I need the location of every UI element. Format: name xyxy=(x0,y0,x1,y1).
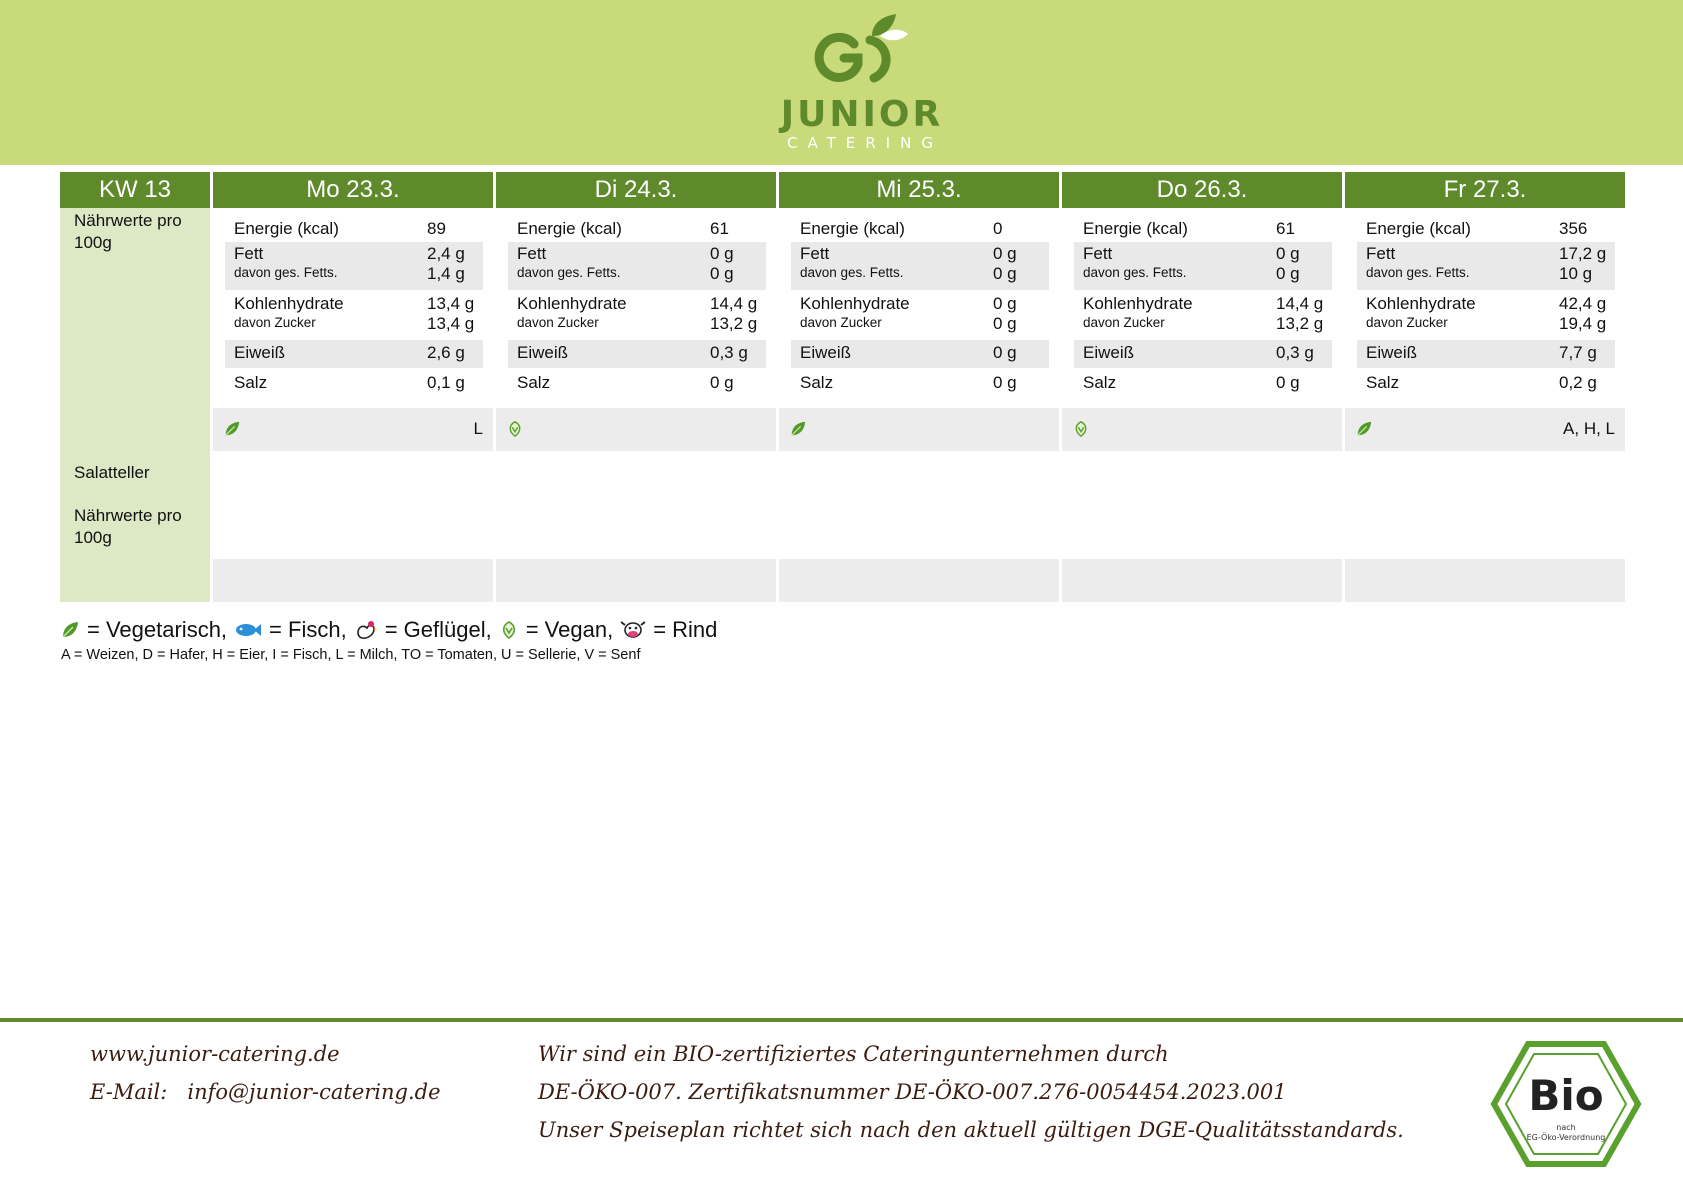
nutrient-value: 356 xyxy=(1559,219,1588,238)
nutrient-label: Salz xyxy=(1083,373,1117,392)
legend-item xyxy=(620,617,717,643)
nutrient-row-fat xyxy=(791,242,1049,290)
nutrient-value: 0 g xyxy=(993,373,1017,392)
nutrient-row-energy xyxy=(1074,216,1332,242)
icon-legend xyxy=(60,616,724,644)
nutrient-value: 0 g xyxy=(710,373,734,392)
nutrient-subvalue: 1,4 g xyxy=(427,264,465,283)
nutrient-row-carbs xyxy=(225,292,483,340)
nutrient-value: 0,3 g xyxy=(1276,343,1314,362)
nutrient-label: Energie (kcal) xyxy=(800,219,905,238)
vegan-icon xyxy=(506,420,524,438)
website-text[interactable]: www.junior-catering.de xyxy=(90,1042,340,1066)
day-header: Mo 23.3. xyxy=(213,172,493,208)
nutrient-label: Salz xyxy=(1366,373,1400,392)
nutrient-sublabel: davon ges. Fetts. xyxy=(234,265,338,280)
nutrient-row-salt xyxy=(1074,370,1332,396)
nutrient-value: 14,4 g xyxy=(710,294,758,313)
nutrient-sublabel: davon Zucker xyxy=(1083,315,1165,330)
nutrient-label: Fett xyxy=(517,244,547,263)
nutrient-value: 0 g xyxy=(710,244,734,263)
legend-text: = Rind xyxy=(653,617,718,642)
nutrient-label: Eiweiß xyxy=(800,343,852,362)
diet-marker xyxy=(789,420,807,438)
nutrient-value: 0 g xyxy=(1276,373,1300,392)
nutrient-label: Energie (kcal) xyxy=(1366,219,1471,238)
legend-text: = Geflügel, xyxy=(384,617,492,642)
vegetarian-icon xyxy=(223,420,241,438)
nutrient-value: 0,2 g xyxy=(1559,373,1597,392)
nutrient-row-protein xyxy=(508,340,766,368)
nutrient-label: Eiweiß xyxy=(234,343,286,362)
nutrition-label: Nährwerte pro 100g xyxy=(74,211,182,252)
nutrient-value: 61 xyxy=(1276,219,1295,238)
row-label-column xyxy=(60,208,210,602)
nutrient-sublabel: davon ges. Fetts. xyxy=(517,265,621,280)
nutrient-label: Salz xyxy=(517,373,551,392)
email-line xyxy=(90,1080,441,1104)
legend-item xyxy=(234,617,347,643)
legend-text: = Vegetarisch, xyxy=(87,617,228,642)
vegetarian-icon xyxy=(1355,420,1373,438)
vegan-icon xyxy=(1072,420,1090,438)
poultry-icon xyxy=(354,619,378,641)
nutrient-label: Kohlenhydrate xyxy=(1366,294,1476,313)
footer-divider xyxy=(0,1018,1683,1022)
diet-marker xyxy=(506,420,524,438)
legend-text: = Fisch, xyxy=(269,617,347,642)
salad-diet-row xyxy=(779,559,1059,602)
nutrient-row-energy xyxy=(508,216,766,242)
nutrient-row-salt xyxy=(791,370,1049,396)
junior-catering-logo xyxy=(762,14,962,154)
day-header: Di 24.3. xyxy=(496,172,776,208)
cert-line-3: Unser Speiseplan richtet sich nach den aktuell gültigen DGE-Qualitätsstandards. xyxy=(538,1118,1404,1142)
nutrient-value: 14,4 g xyxy=(1276,294,1324,313)
nutrient-value: 0 xyxy=(993,219,1003,238)
nutrient-value: 42,4 g xyxy=(1559,294,1607,313)
nutrient-subvalue: 10 g xyxy=(1559,264,1593,283)
nutrient-label: Kohlenhydrate xyxy=(1083,294,1193,313)
vegetarian-icon xyxy=(789,420,807,438)
nutrient-row-protein xyxy=(791,340,1049,368)
nutrient-row-protein xyxy=(225,340,483,368)
nutrient-row-carbs xyxy=(508,292,766,340)
nutrient-subvalue: 0 g xyxy=(993,314,1017,333)
nutrient-label: Energie (kcal) xyxy=(517,219,622,238)
nutrient-row-fat xyxy=(508,242,766,290)
salad-diet-row xyxy=(496,559,776,602)
nutrient-value: 2,6 g xyxy=(427,343,465,362)
nutrient-row-carbs xyxy=(791,292,1049,340)
nutrient-label: Eiweiß xyxy=(1083,343,1135,362)
nutrient-row-salt xyxy=(508,370,766,396)
nutrient-subvalue: 19,4 g xyxy=(1559,314,1607,333)
diet-allergen-row xyxy=(1062,408,1342,451)
nutrient-sublabel: davon ges. Fetts. xyxy=(1366,265,1470,280)
day-column xyxy=(1062,172,1342,602)
nutrient-row-fat xyxy=(1357,242,1615,290)
header-banner xyxy=(0,0,1683,165)
nutrient-sublabel: davon ges. Fetts. xyxy=(1083,265,1187,280)
nutrient-subvalue: 13,2 g xyxy=(1276,314,1324,333)
cert-line-1: Wir sind ein BIO-zertifiziertes Cateringunternehmen durch xyxy=(538,1042,1169,1066)
nutrient-label: Salz xyxy=(234,373,268,392)
bio-seal-text: Bio xyxy=(1528,1071,1604,1120)
vegetarian-icon xyxy=(60,620,80,640)
nutrient-label: Kohlenhydrate xyxy=(517,294,627,313)
legend-text: = Vegan, xyxy=(525,617,614,642)
diet-allergen-row xyxy=(1345,408,1625,451)
nutrient-label: Energie (kcal) xyxy=(234,219,339,238)
nutrient-row-carbs xyxy=(1357,292,1615,340)
nutrient-value: 13,4 g xyxy=(427,294,475,313)
nutrient-label: Kohlenhydrate xyxy=(800,294,910,313)
nutrient-row-salt xyxy=(225,370,483,396)
diet-marker xyxy=(1072,420,1090,438)
nutrient-value: 0 g xyxy=(1276,244,1300,263)
bio-seal-logo xyxy=(1490,1040,1642,1168)
nutrient-subvalue: 0 g xyxy=(710,264,734,283)
nutrient-row-fat xyxy=(1074,242,1332,290)
email-address[interactable]: info@junior-catering.de xyxy=(187,1080,441,1104)
cert-line-2: DE-ÖKO-007. Zertifikatsnummer DE-ÖKO-007.276-0054454.2023.001 xyxy=(538,1080,1287,1104)
nutrient-label: Fett xyxy=(1083,244,1113,263)
nutrient-value: 0,3 g xyxy=(710,343,748,362)
salad-diet-row xyxy=(1062,559,1342,602)
legend-item xyxy=(499,617,613,643)
bio-seal-nach: nach xyxy=(1556,1123,1576,1132)
legend-item xyxy=(60,617,227,643)
day-header: Fr 27.3. xyxy=(1345,172,1625,208)
nutrient-row-energy xyxy=(1357,216,1615,242)
bio-seal-reg: EG-Öko-Verordnung xyxy=(1526,1133,1606,1142)
nutrient-value: 0 g xyxy=(993,343,1017,362)
salad-label: Salatteller xyxy=(74,463,150,482)
nutrient-row-energy xyxy=(791,216,1049,242)
nutrient-value: 0 g xyxy=(993,294,1017,313)
nutrition-label-2: Nährwerte pro 100g xyxy=(74,506,182,547)
nutrient-label: Eiweiß xyxy=(1366,343,1418,362)
nutrient-row-protein xyxy=(1074,340,1332,368)
nutrient-row-energy xyxy=(225,216,483,242)
diet-allergen-row xyxy=(213,408,493,451)
day-column xyxy=(1345,172,1625,602)
nutrient-value: 0,1 g xyxy=(427,373,465,392)
nutrient-value: 89 xyxy=(427,219,446,238)
nutrient-subvalue: 13,4 g xyxy=(427,314,475,333)
nutrient-row-carbs xyxy=(1074,292,1332,340)
day-column xyxy=(496,172,776,602)
nutrient-row-salt xyxy=(1357,370,1615,396)
nutrient-subvalue: 0 g xyxy=(1276,264,1300,283)
nutrient-label: Fett xyxy=(800,244,830,263)
diet-allergen-row xyxy=(779,408,1059,451)
nutrient-value: 7,7 g xyxy=(1559,343,1597,362)
legend-item xyxy=(354,617,492,643)
allergen-key: A = Weizen, D = Hafer, H = Eier, I = Fisch, L = Milch, TO = Tomaten, U = Sellerie, V = Senf xyxy=(61,647,641,663)
diet-marker xyxy=(223,420,241,438)
logo-mark-icon xyxy=(814,14,910,86)
nutrient-label: Eiweiß xyxy=(517,343,569,362)
nutrient-sublabel: davon Zucker xyxy=(234,315,316,330)
week-header: KW 13 xyxy=(60,172,210,208)
nutrient-label: Salz xyxy=(800,373,834,392)
menu-table xyxy=(60,172,1624,602)
day-header: Do 26.3. xyxy=(1062,172,1342,208)
nutrient-label: Fett xyxy=(234,244,264,263)
nutrient-subvalue: 0 g xyxy=(993,264,1017,283)
diet-allergen-row xyxy=(496,408,776,451)
salad-diet-row xyxy=(213,559,493,602)
salad-diet-row xyxy=(1345,559,1625,602)
nutrient-value: 17,2 g xyxy=(1559,244,1607,263)
nutrient-label: Kohlenhydrate xyxy=(234,294,344,313)
nutrient-value: 61 xyxy=(710,219,729,238)
nutrient-sublabel: davon Zucker xyxy=(1366,315,1448,330)
nutrient-sublabel: davon ges. Fetts. xyxy=(800,265,904,280)
day-column xyxy=(213,172,493,602)
nutrient-value: 2,4 g xyxy=(427,244,465,263)
nutrient-sublabel: davon Zucker xyxy=(517,315,599,330)
email-label: E-Mail: xyxy=(90,1080,168,1104)
day-column xyxy=(779,172,1059,602)
nutrient-value: 0 g xyxy=(993,244,1017,263)
nutrient-row-fat xyxy=(225,242,483,290)
vegan-icon xyxy=(499,620,519,640)
brand-subtitle: CATERING xyxy=(787,134,943,152)
beef-icon xyxy=(620,619,646,641)
allergen-codes: L xyxy=(473,419,483,438)
allergen-codes: A, H, L xyxy=(1563,419,1615,438)
diet-marker xyxy=(1355,420,1373,438)
nutrient-label: Fett xyxy=(1366,244,1396,263)
nutrient-subvalue: 13,2 g xyxy=(710,314,758,333)
nutrient-row-protein xyxy=(1357,340,1615,368)
nutrient-label: Energie (kcal) xyxy=(1083,219,1188,238)
brand-name: JUNIOR xyxy=(780,94,944,135)
fish-icon xyxy=(234,620,262,640)
day-header: Mi 25.3. xyxy=(779,172,1059,208)
nutrient-sublabel: davon Zucker xyxy=(800,315,882,330)
